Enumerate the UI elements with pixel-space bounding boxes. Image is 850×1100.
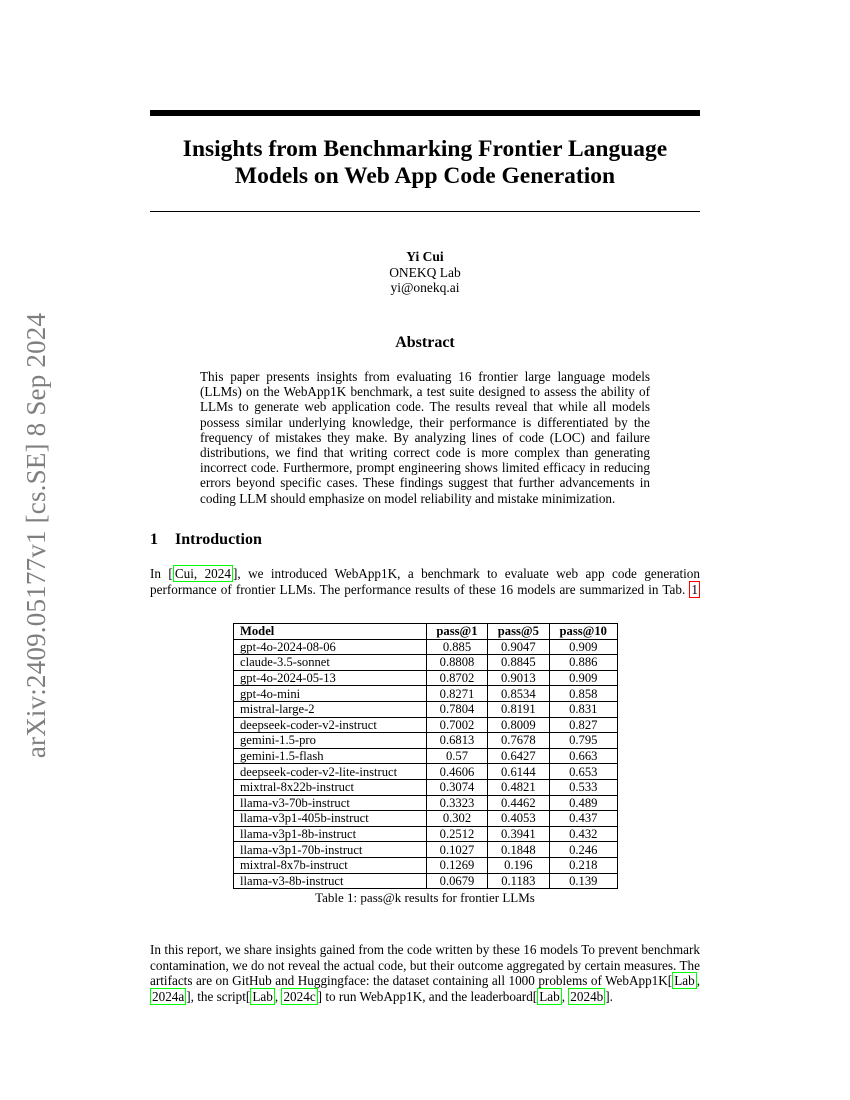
table-caption: Table 1: pass@k results for frontier LLMs [315,890,535,905]
pass1-cell: 0.7002 [426,717,487,733]
title-line-1: Insights from Benchmarking Frontier Language [182,136,668,162]
pass5-cell: 0.4053 [488,811,549,827]
table-body [234,639,618,889]
para2-text-4: ]. [605,988,613,1004]
table-ref-link[interactable]: 1 [691,581,698,597]
pass5-cell: 0.3941 [488,826,549,842]
pass1-cell: 0.4606 [426,764,487,780]
pass10-cell: 0.437 [549,811,618,827]
table-row [234,655,618,671]
citation-link-cui-2024[interactable]: Cui, 2024 [174,566,231,581]
abstract-text: This paper presents insights from evaluating 16 frontier large language models (LLMs) on the WebApp1K benchmark, a test suite designed to assess the ability of LLMs to generate web application code. The results reveal that while all models possess similar underlying knowledge, their performance is differentiated by the frequency of mistakes they make. By analyzing lines of code (LOC) and failure distributions, we find that writing correct code is more complex than generating incorrect code. Furthermore, prompt engineering shows limited efficacy in reducing errors beyond specific cases. These findings suggest that further advancements in coding LLM should emphasize on model reliability and mistake minimization. [200,369,650,506]
model-cell: llama-v3p1-405b-instruct [234,811,427,827]
section-number: 1 [150,531,158,548]
intro-text-2: ], we introduced WebApp1K, a benchmark to evaluate web app code generation performance of frontier LLMs. The performance results of these 16 models are summarized in Tab. [150,566,700,597]
model-cell: gpt-4o-2024-05-13 [234,670,427,686]
table-row [234,717,618,733]
model-cell: mistral-large-2 [234,701,427,717]
pass10-cell: 0.909 [549,639,618,655]
pass10-cell: 0.653 [549,764,618,780]
column-header-pass1: pass@1 [426,624,487,640]
citation-link-lab-name[interactable]: Lab [674,973,695,988]
table-row [234,811,618,827]
pass1-cell: 0.885 [426,639,487,655]
pass10-cell: 0.489 [549,795,618,811]
title-rule [150,211,700,212]
pass5-cell: 0.4821 [488,779,549,795]
pass5-cell: 0.1183 [488,873,549,889]
pass10-cell: 0.246 [549,842,618,858]
author-email: yi@onekq.ai [390,280,460,295]
pass5-cell: 0.8845 [488,655,549,671]
para2-sep-1: , [696,973,700,988]
pass10-cell: 0.139 [549,873,618,889]
pass5-cell: 0.8191 [488,701,549,717]
pass10-cell: 0.432 [549,826,618,842]
pass1-cell: 0.8808 [426,655,487,671]
artifacts-paragraph [150,942,700,1004]
pass10-cell: 0.858 [549,686,618,702]
model-cell: gemini-1.5-flash [234,748,427,764]
table-row [234,686,618,702]
model-cell: gemini-1.5-pro [234,733,427,749]
para2-sep-3: , [561,988,569,1004]
table-row [234,795,618,811]
section-heading-introduction [150,531,262,549]
pass1-cell: 0.6813 [426,733,487,749]
pass10-cell: 0.795 [549,733,618,749]
arxiv-side-stamp [15,300,59,770]
pass5-cell: 0.9047 [488,639,549,655]
table-row [234,779,618,795]
table-header-row [234,624,618,640]
model-cell: llama-v3-70b-instruct [234,795,427,811]
para2-text-3: ] to run WebApp1K, and the leaderboard[ [317,988,538,1004]
table-row [234,826,618,842]
column-header-model: Model [234,624,427,640]
pass5-cell: 0.1848 [488,842,549,858]
column-header-pass10: pass@10 [549,624,618,640]
para2-sep-2: , [274,988,282,1004]
intro-text-1: In [ [150,566,173,581]
citation-link-lab-name[interactable]: Lab [252,988,273,1004]
table-row [234,701,618,717]
pass1-cell: 0.8702 [426,670,487,686]
pass10-cell: 0.218 [549,857,618,873]
para2-text-1: In this report, we share insights gained from the code written by these 16 models To prevent benchmark contamination, we do not reveal the actual code, but their outcome aggregated by certain measures. The artifacts are on GitHub and Huggingface: the dataset containing all 1000 problems of WebApp1K[ [150,942,700,988]
arxiv-identifier: arXiv:2409.05177v1 [cs.SE] 8 Sep 2024 [21,312,52,758]
pass1-cell: 0.3323 [426,795,487,811]
table-row [234,733,618,749]
model-cell: mixtral-8x22b-instruct [234,779,427,795]
pass1-cell: 0.3074 [426,779,487,795]
column-header-pass5: pass@5 [488,624,549,640]
pass1-cell: 0.1027 [426,842,487,858]
table-row [234,639,618,655]
table-row [234,857,618,873]
pass5-cell: 0.8009 [488,717,549,733]
intro-paragraph [150,566,700,597]
pass5-cell: 0.9013 [488,670,549,686]
pass5-cell: 0.196 [488,857,549,873]
top-thick-rule [150,110,700,116]
table-row [234,873,618,889]
citation-link-lab-2024c[interactable]: 2024c [283,988,316,1004]
model-cell: gpt-4o-mini [234,686,427,702]
author-name: Yi Cui [406,249,444,264]
pass1-cell: 0.57 [426,748,487,764]
author-affiliation: ONEKQ Lab [389,264,461,280]
model-cell: llama-v3p1-8b-instruct [234,826,427,842]
title-line-2: Models on Web App Code Generation [234,163,616,189]
pass5-cell: 0.4462 [488,795,549,811]
author-block [150,249,700,296]
model-cell: deepseek-coder-v2-instruct [234,717,427,733]
pass10-cell: 0.533 [549,779,618,795]
table-row [234,764,618,780]
table-row [234,748,618,764]
model-cell: mixtral-8x7b-instruct [234,857,427,873]
pass10-cell: 0.831 [549,701,618,717]
citation-link-lab-2024a[interactable]: 2024a [152,988,185,1004]
model-cell: claude-3.5-sonnet [234,655,427,671]
pass5-cell: 0.6427 [488,748,549,764]
model-cell: deepseek-coder-v2-lite-instruct [234,764,427,780]
section-title: Introduction [175,531,262,548]
results-table [233,623,618,889]
pass10-cell: 0.663 [549,748,618,764]
pass5-cell: 0.7678 [488,733,549,749]
pass1-cell: 0.7804 [426,701,487,717]
table-row [234,842,618,858]
pass1-cell: 0.8271 [426,686,487,702]
model-cell: gpt-4o-2024-08-06 [234,639,427,655]
pass1-cell: 0.0679 [426,873,487,889]
model-cell: llama-v3p1-70b-instruct [234,842,427,858]
pass10-cell: 0.909 [549,670,618,686]
pass1-cell: 0.302 [426,811,487,827]
pass5-cell: 0.8534 [488,686,549,702]
citation-link-lab-name[interactable]: Lab [539,988,560,1004]
pass10-cell: 0.827 [549,717,618,733]
para2-text-2: ], the script[ [186,988,251,1004]
pass1-cell: 0.2512 [426,826,487,842]
model-cell: llama-v3-8b-instruct [234,873,427,889]
pass10-cell: 0.886 [549,655,618,671]
paper-title [150,136,700,190]
citation-link-lab-2024b[interactable]: 2024b [570,988,604,1004]
pass5-cell: 0.6144 [488,764,549,780]
table-row [234,670,618,686]
pass1-cell: 0.1269 [426,857,487,873]
abstract-heading: Abstract [395,334,455,351]
